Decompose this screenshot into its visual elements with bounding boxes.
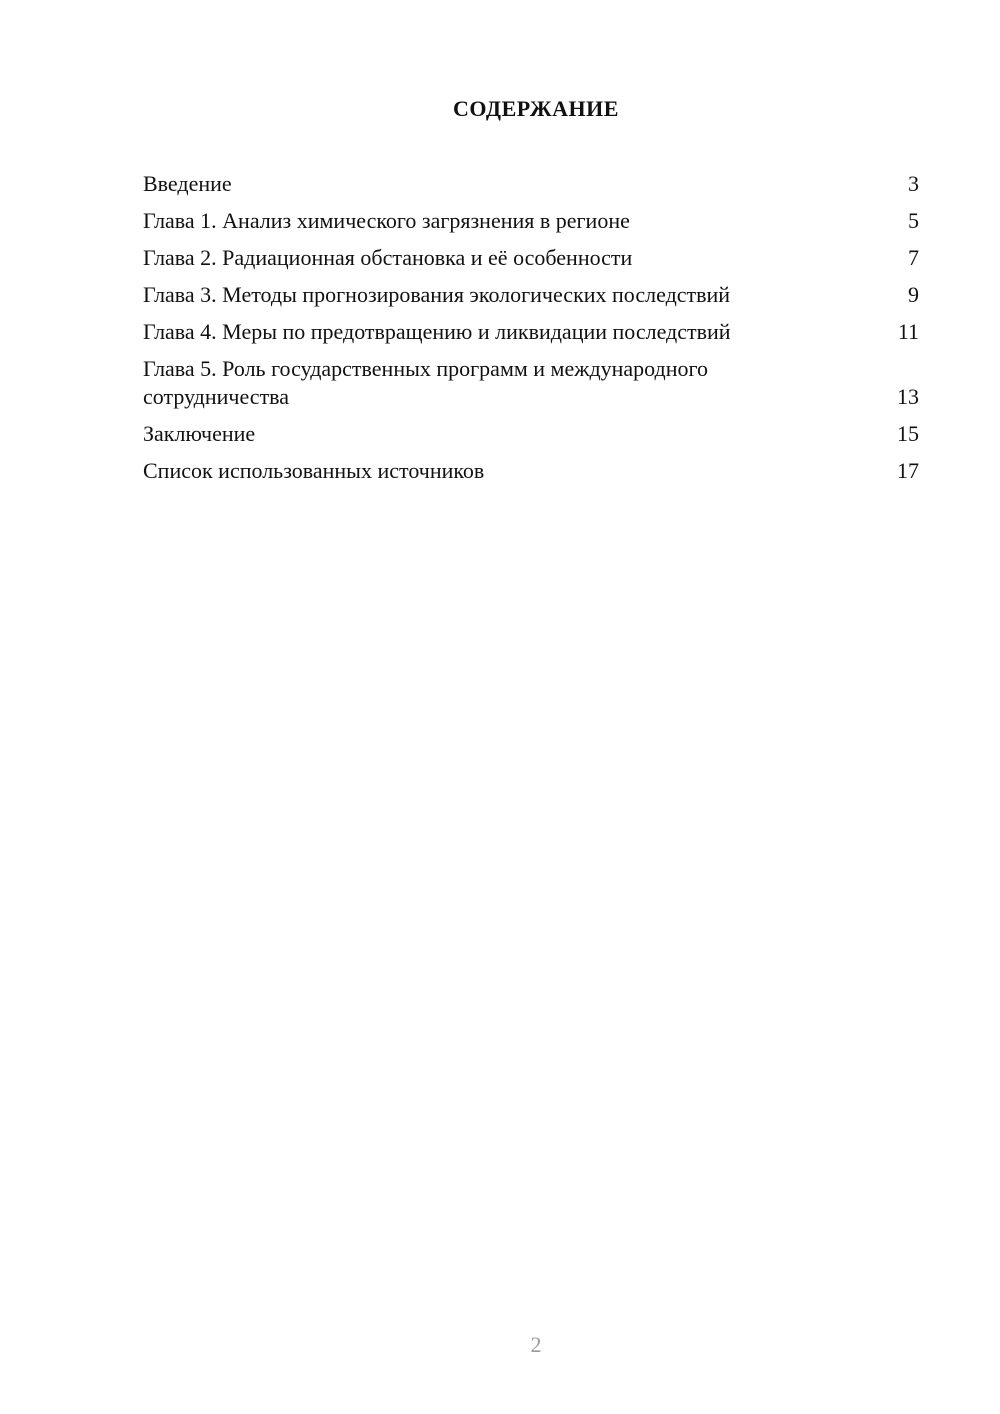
toc-entry-page: 15 xyxy=(897,421,919,446)
toc-entry-introduction xyxy=(143,170,919,198)
page-title: СОДЕРЖАНИЕ xyxy=(453,96,619,121)
toc-entry-page: 3 xyxy=(908,171,919,196)
toc-entry-references xyxy=(143,457,919,485)
toc-entry-conclusion xyxy=(143,420,919,448)
toc-entry-title: Глава 2. Радиационная обстановка и её особенности xyxy=(143,245,633,270)
toc-entry-page: 17 xyxy=(897,458,919,483)
toc-entry-title: Заключение xyxy=(143,421,256,446)
toc-entry-chapter-5 xyxy=(143,355,919,411)
toc-entry-title: Глава 3. Методы прогнозирования экологических последствий xyxy=(143,282,731,307)
toc-entry-chapter-1 xyxy=(143,207,919,235)
toc-entry-title: Глава 1. Анализ химического загрязнения в регионе xyxy=(143,208,630,233)
toc-entry-title: Введение xyxy=(143,171,232,196)
toc-entry-page: 5 xyxy=(908,208,919,233)
table-of-contents xyxy=(143,170,919,494)
page-number: 2 xyxy=(530,1332,542,1357)
toc-entry-title: Глава 4. Меры по предотвращению и ликвидации последствий xyxy=(143,319,731,344)
toc-entry-page: 11 xyxy=(897,319,919,344)
toc-entry-chapter-4 xyxy=(143,318,919,346)
toc-entry-chapter-2 xyxy=(143,244,919,272)
toc-entry-page: 9 xyxy=(908,282,919,307)
toc-entry-page: 7 xyxy=(908,245,919,270)
toc-entry-chapter-3 xyxy=(143,281,919,309)
toc-entry-page: 13 xyxy=(897,384,919,409)
toc-entry-title: Список использованных источников xyxy=(143,458,485,483)
toc-entry-title: Глава 5. Роль государственных программ и международного сотрудничества xyxy=(143,356,708,409)
